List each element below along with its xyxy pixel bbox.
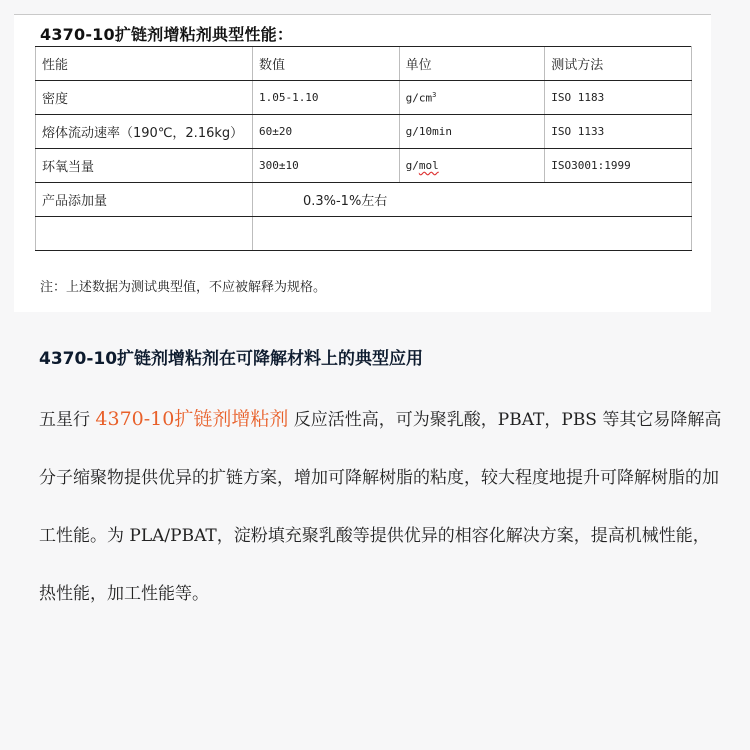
header-value: 数值 [252, 47, 399, 81]
properties-table [35, 46, 692, 251]
empty-cell [252, 217, 691, 251]
epoxy-equivalent-value: 300±10 [252, 149, 399, 183]
mfr-unit: g/10min [399, 115, 545, 149]
header-unit: 单位 [399, 47, 545, 81]
table-header-row [36, 47, 692, 81]
density-unit-superscript: 3 [432, 90, 437, 99]
empty-cell [36, 217, 253, 251]
density-unit [399, 81, 545, 115]
dosage-value: 0.3%-1%左右 [302, 194, 388, 209]
mfr-label: 熔体流动速率（190℃，2.16kg） [36, 115, 253, 149]
epoxy-equivalent-label: 环氧当量 [36, 149, 253, 183]
table-title: 4370-10扩链剂增粘剂典型性能： [40, 25, 294, 44]
table-note: 注：上述数据为测试典型值，不应被解释为规格。 [40, 280, 327, 295]
table-row [36, 149, 692, 183]
epoxy-equivalent-unit [399, 149, 545, 183]
epoxy-unit-prefix: g/ [405, 159, 419, 172]
header-property: 性能 [36, 47, 253, 81]
paragraph-body: 反应活性高，可为聚乳酸，PBAT，PBS 等其它易降解高分子缩聚物提供优异的扩链方案，增加可降解树脂的粘度，较大程度地提升可降解树脂的加工性能。为 PLA/PBAT，淀粉填充聚乳酸等提供优异的相容化解决方案，提高机械性能，热性能，加工性能等。 [39, 410, 722, 604]
table-row [36, 115, 692, 149]
application-paragraph [39, 390, 723, 623]
density-unit-base: g/cm [405, 91, 433, 105]
table-row-empty [36, 217, 692, 251]
top-divider [14, 14, 711, 15]
table-row [36, 81, 692, 115]
dosage-value-cell [252, 183, 691, 217]
mfr-method: ISO 1133 [545, 115, 692, 149]
paragraph-prefix: 五星行 [39, 410, 96, 430]
density-label: 密度 [36, 81, 253, 115]
epoxy-equivalent-method: ISO3001:1999 [545, 149, 692, 183]
header-method: 测试方法 [545, 47, 692, 81]
table-row [36, 183, 692, 217]
epoxy-unit-mol: mol [418, 159, 439, 172]
density-value: 1.05-1.10 [252, 81, 399, 115]
density-method: ISO 1183 [545, 81, 692, 115]
section-heading: 4370-10扩链剂增粘剂在可降解材料上的典型应用 [39, 349, 424, 369]
product-highlight: 4370-10扩链剂增粘剂 [95, 408, 289, 430]
mfr-value: 60±20 [252, 115, 399, 149]
dosage-label: 产品添加量 [36, 183, 253, 217]
